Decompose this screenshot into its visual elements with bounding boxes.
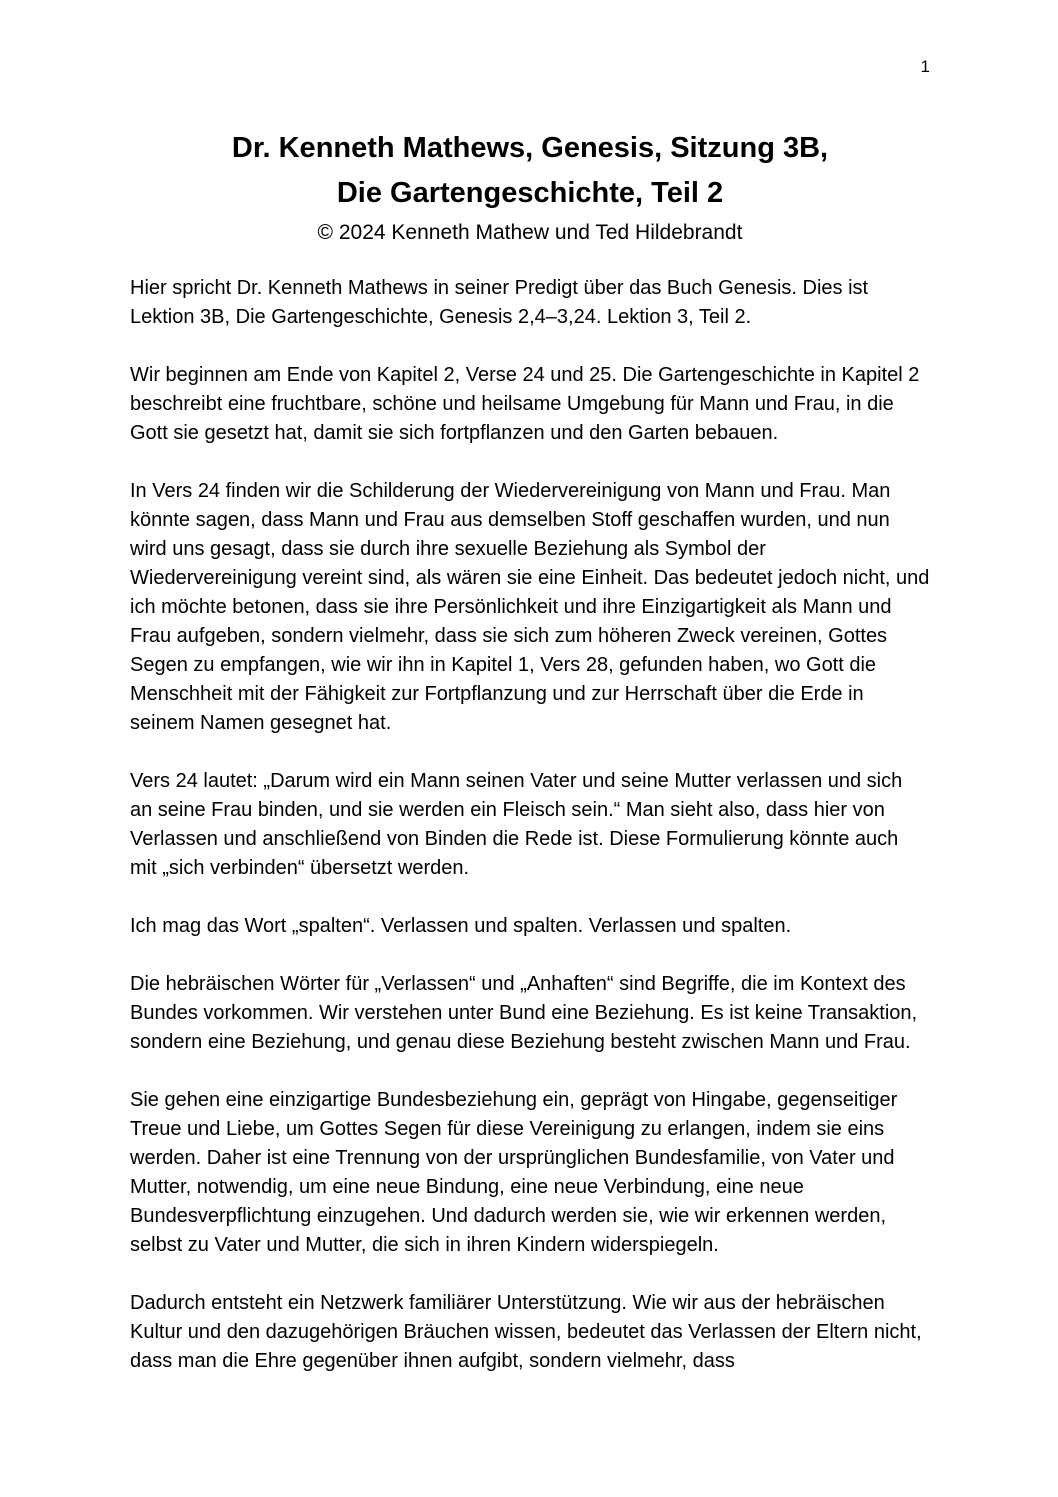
copyright-line: © 2024 Kenneth Mathew und Ted Hildebrandt — [317, 220, 743, 244]
paragraph: Hier spricht Dr. Kenneth Mathews in seiner Predigt über das Buch Genesis. Dies ist Lektion 3B, Die Gartengeschichte, Genesis 2,4–3,24. Lektion 3, Teil 2. — [130, 277, 869, 329]
paragraph: Wir beginnen am Ende von Kapitel 2, Verse 24 und 25. Die Gartengeschichte in Kapitel 2 beschreibt eine fruchtbare, schöne und heilsame Umgebung für Mann und Frau, in die Gott sie gesetzt hat, damit sie sich fortpflanzen und den Garten bebauen. — [130, 364, 920, 445]
paragraph: Sie gehen eine einzigartige Bundesbeziehung ein, geprägt von Hingabe, gegenseitiger Treue und Liebe, um Gottes Segen für diese Vereinigung zu erlangen, indem sie eins werden. Daher ist eine Trennung von der ursprünglichen Bundesfamilie, von Vater und Mutter, notwendig, um eine neue Bindung, eine neue Verbindung, eine neue Bundesverpflichtung einzugehen. Und dadurch werden sie, wie wir erkennen werden, selbst zu Vater und Mutter, die sich in ihren Kindern widerspiegeln. — [130, 1089, 898, 1257]
document-title-line-1: Dr. Kenneth Mathews, Genesis, Sitzung 3B, — [231, 132, 829, 164]
paragraph: Ich mag das Wort „spalten“. Verlassen und spalten. Verlassen und spalten. — [130, 915, 792, 938]
page-number: 1 — [920, 57, 930, 76]
paragraph: Die hebräischen Wörter für „Verlassen“ und „Anhaften“ sind Begriffe, die im Kontext des Bundes vorkommen. Wir verstehen unter Bund eine Beziehung. Es ist keine Transaktion, sondern eine Beziehung, und genau diese Beziehung besteht zwischen Mann und Frau. — [130, 973, 918, 1054]
document-title-line-2: Die Gartengeschichte, Teil 2 — [336, 176, 724, 209]
paragraph: In Vers 24 finden wir die Schilderung der Wiedervereinigung von Mann und Frau. Man könnte sagen, dass Mann und Frau aus demselben Stoff geschaffen wurden, und nun wird uns gesagt, dass sie durch ihre sexuelle Beziehung als Symbol der Wiedervereinigung vereint sind, als wären sie eine Einheit. Das bedeutet jedoch nicht, und ich möchte betonen, dass sie ihre Persönlichkeit und ihre Einzigartigkeit als Mann und Frau aufgeben, sondern vielmehr, dass sie sich zum höheren Zweck vereinen, Gottes Segen zu empfangen, wie wir ihn in Kapitel 1, Vers 28, gefunden haben, wo Gott die Menschheit mit der Fähigkeit zur Fortpflanzung und zur Herrschaft über die Erde in seinem Namen gesegnet hat. — [130, 480, 930, 735]
document-title — [130, 126, 930, 216]
paragraph: Vers 24 lautet: „Darum wird ein Mann seinen Vater und seine Mutter verlassen und sich an seine Frau binden, und sie werden ein Fleisch sein.“ Man sieht also, dass hier von Verlassen und anschließend von Binden die Rede ist. Diese Formulierung könnte auch mit „sich verbinden“ übersetzt werden. — [130, 770, 903, 880]
paragraph: Dadurch entsteht ein Netzwerk familiärer Unterstützung. Wie wir aus der hebräischen Kultur und den dazugehörigen Bräuchen wissen, bedeutet das Verlassen der Eltern nicht, dass man die Ehre gegenüber ihnen aufgibt, sondern vielmehr, dass — [130, 1292, 922, 1373]
document-body — [130, 274, 930, 1376]
